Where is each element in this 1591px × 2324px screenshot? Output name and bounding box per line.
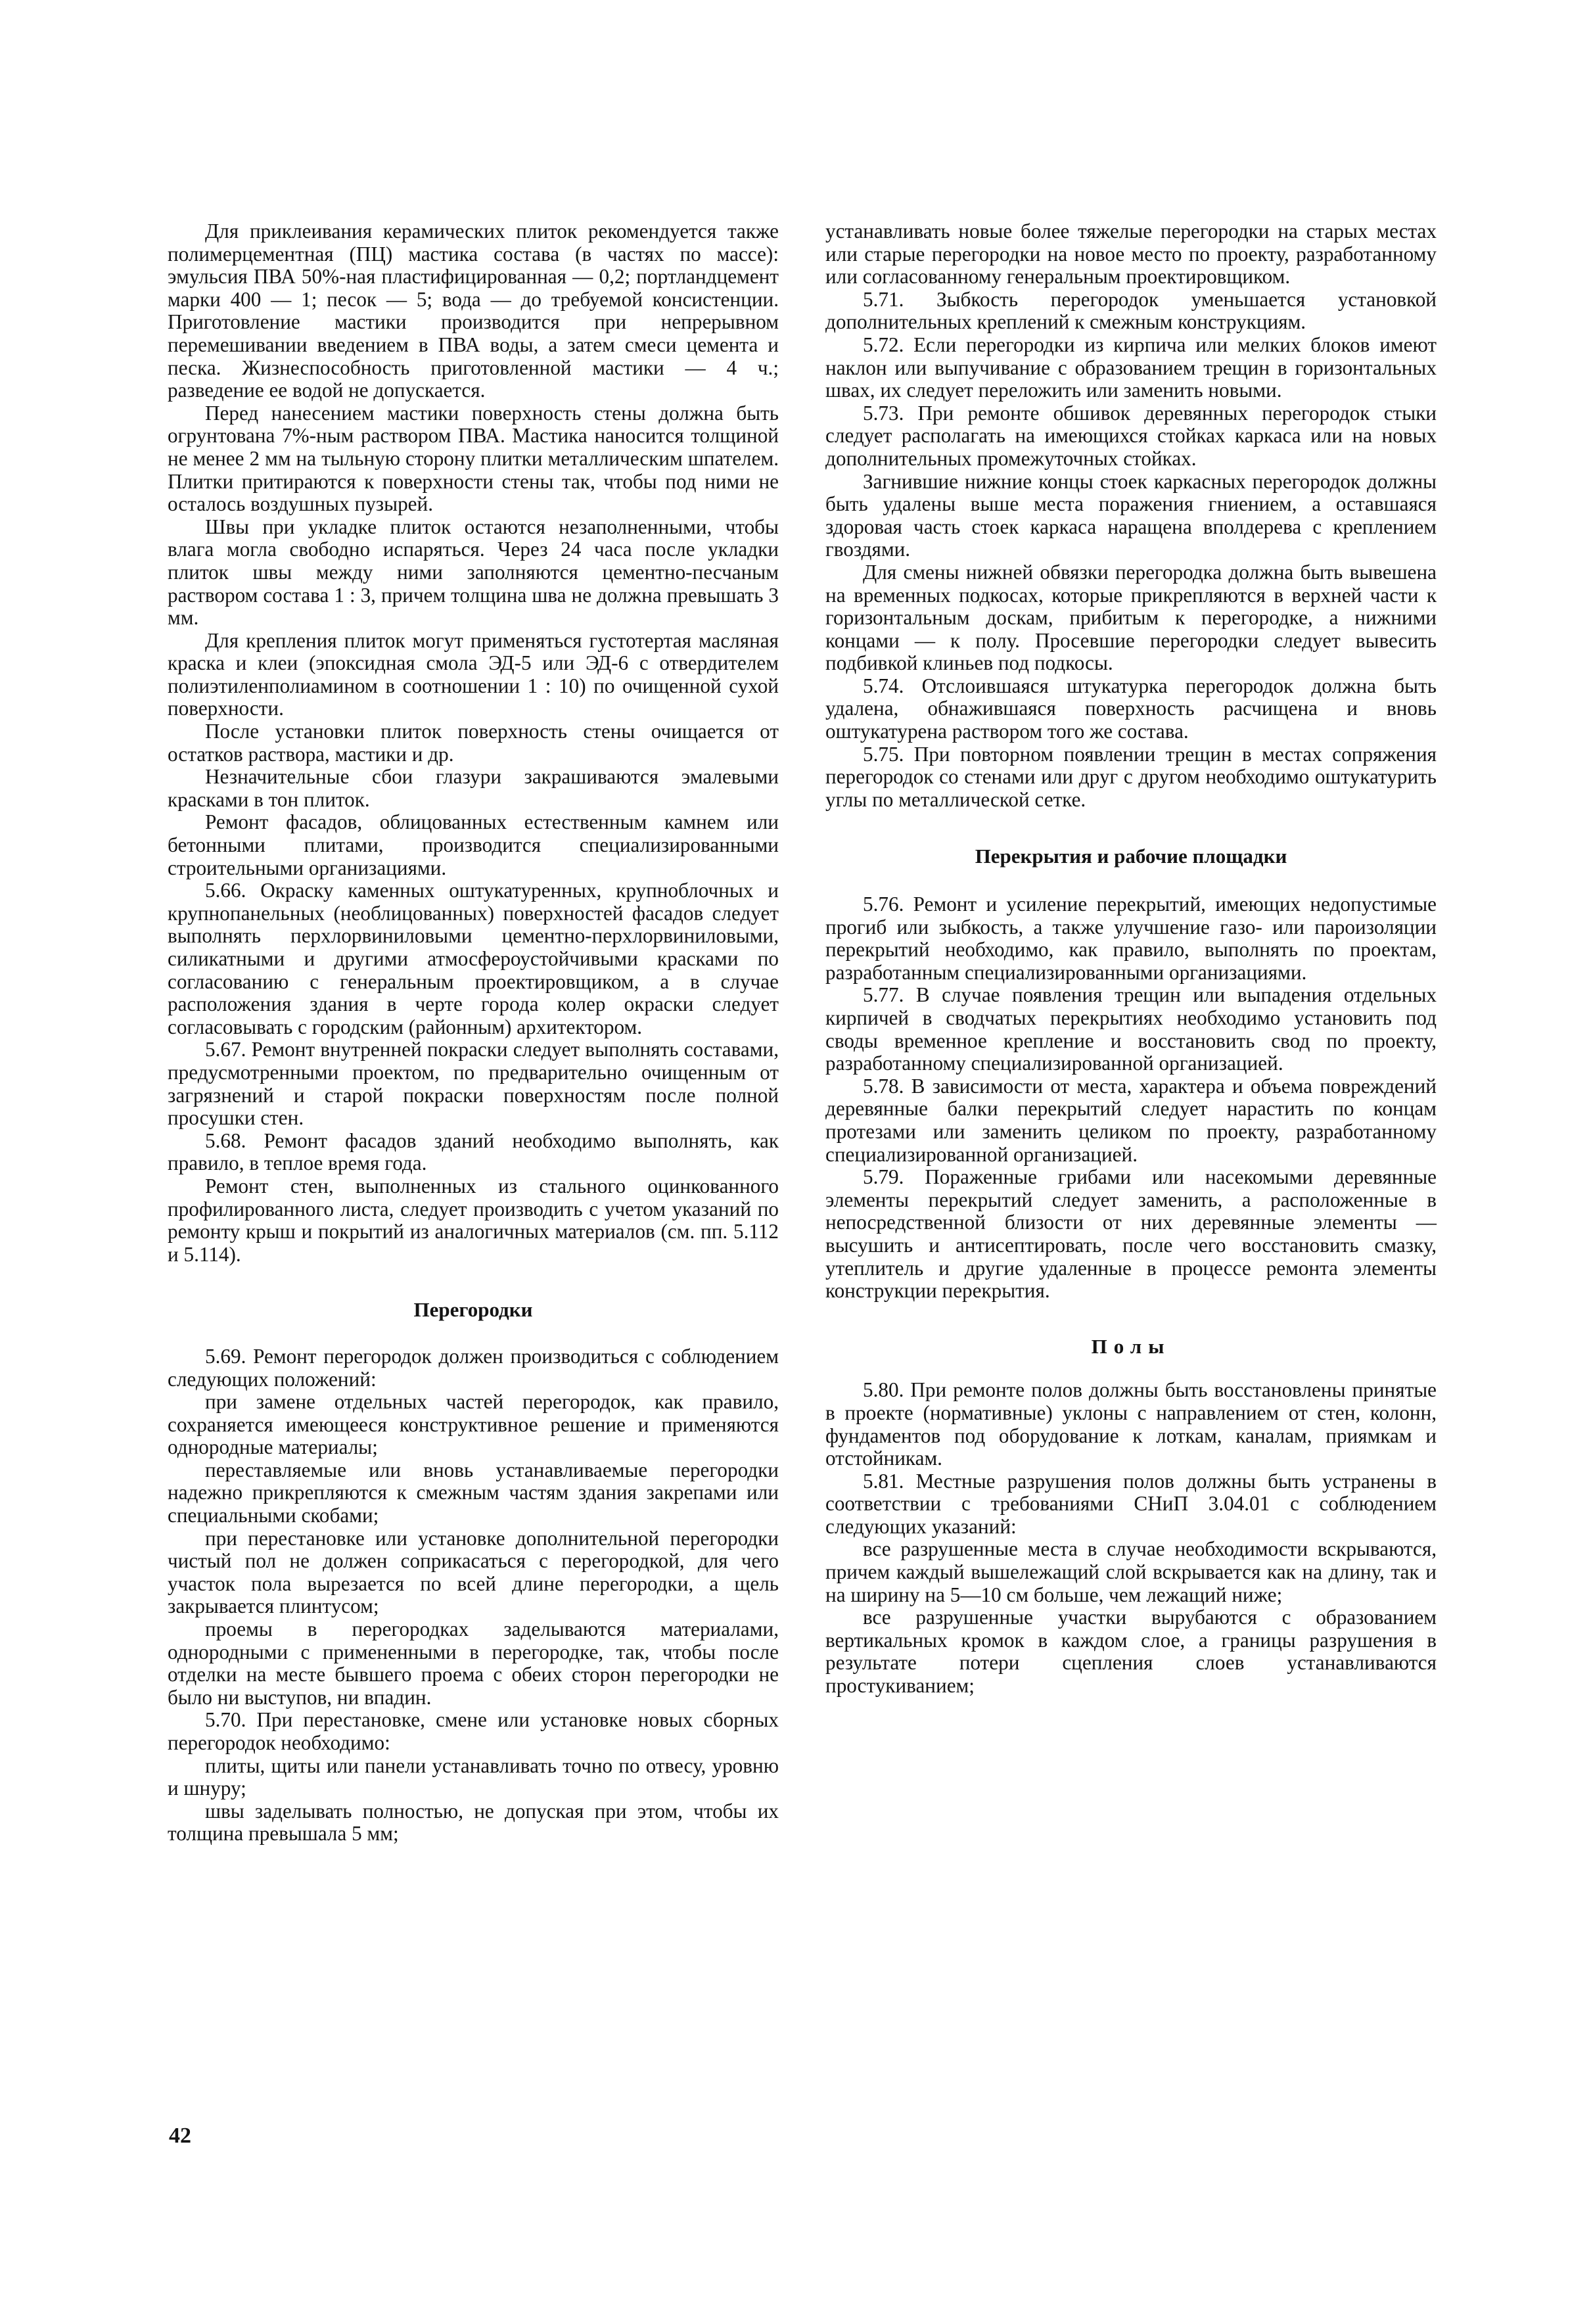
paragraph: все разрушенные участки вырубаются с образованием вертикальных кромок в каждом слое, а границы разрушения в результате потери сцепления слоев устанавливаются простукиванием; xyxy=(825,1606,1437,1698)
paragraph: 5.67. Ремонт внутренней покраски следует выполнять составами, предусмотренными проектом, по предварительно очищенным от загрязнений и старой покраски поверхностям после полной просушки стен. xyxy=(168,1038,779,1130)
section-heading-partitions: Перегородки xyxy=(413,1298,533,1322)
paragraph: 5.66. Окраску каменных оштукатуренных, крупноблочных и крупнопанельных (необлицованных) поверхностей фасадов следует выполнять перхлорвиниловыми цементно-перхлорвиниловыми, силикатными и другими атмосфероустойчивыми красками по согласованию с генеральным проектировщиком, а в случае расположения здания в черте города колер окраски следует согласовывать с городским (районным) архитектором. xyxy=(168,879,779,1038)
paragraph: Ремонт фасадов, облицованных естественным камнем или бетонными плитами, производится специализированными строительными организациями. xyxy=(168,810,779,879)
paragraph: 5.74. Отслоившаяся штукатурка перегородок должна быть удалена, обнажившаяся поверхность расчищена и вновь оштукатурена раствором того же состава. xyxy=(825,674,1437,743)
paragraph: 5.69. Ремонт перегородок должен производиться с соблюдением следующих положений: xyxy=(168,1344,779,1391)
paragraph: 5.79. Пораженные грибами или насекомыми деревянные элементы перекрытий следует заменить, а расположенные в непосредственной близости от них деревянные элементы — высушить и антисептировать, после чего восстановить смазку, утеплитель и другие удаленные в процессе ремонта элементы конструкции перекрытия. xyxy=(825,1165,1437,1303)
paragraph: 5.72. Если перегородки из кирпича или мелких блоков имеют наклон или выпучивание с образованием трещин в горизонтальных швах, их следует переложить или заменить новыми. xyxy=(825,333,1437,402)
paragraph: все разрушенные места в случае необходимости вскрываются, причем каждый вышележащий слой вскрывается как на длину, так и на ширину на 5—10 см больше, чем лежащий ниже; xyxy=(825,1537,1437,1606)
paragraph: устанавливать новые более тяжелые перегородки на старых местах или старые перегородки на новое место по проекту, разработанному или согласованному генеральным проектировщиком. xyxy=(825,220,1437,289)
paragraph: 5.71. Зыбкость перегородок уменьшается установкой дополнительных креплений к смежным конструкциям. xyxy=(825,287,1437,334)
paragraph: 5.68. Ремонт фасадов зданий необходимо выполнять, как правило, в теплое время года. xyxy=(168,1128,779,1175)
paragraph: 5.70. При перестановке, смене или установке новых сборных перегородок необходимо: xyxy=(168,1708,779,1754)
paragraph: Швы при укладке плиток остаются незаполненными, чтобы влага могла свободно испаряться. Через 24 часа после укладки плиток швы между ними заполняются цементно-песчаным раствором состава 1 : 3, причем толщина шва не должна превышать 3 мм. xyxy=(168,515,779,630)
paragraph: швы заделывать полностью, не допуская при этом, чтобы их толщина превышала 5 мм; xyxy=(168,1799,779,1846)
paragraph: 5.80. При ремонте полов должны быть восстановлены принятые в проекте (нормативные) уклоны с направлением от стен, колонн, фундаментов под оборудование к лоткам, каналам, приямкам и отстойникам. xyxy=(825,1378,1437,1470)
paragraph: Ремонт стен, выполненных из стального оцинкованного профилированного листа, следует производить с учетом указаний по ремонту крыш и покрытий из аналогичных материалов (см. пп. 5.112 и 5.114). xyxy=(168,1174,779,1266)
paragraph: 5.76. Ремонт и усиление перекрытий, имеющих недопустимые прогиб или зыбкость, а также улучшение газо- или пароизоляции перекрытий необходимо, как правило, выполнять по проектам, разработанным специализированными организациями. xyxy=(825,893,1437,984)
paragraph: при перестановке или установке дополнительной перегородки чистый пол не должен соприкасаться с перегородкой, для чего участок пола вырезается по всей длине перегородки, а щель закрывается плинтусом; xyxy=(168,1526,779,1618)
section-heading-floors-platforms: Перекрытия и рабочие площадки xyxy=(975,845,1287,868)
paragraph: 5.73. При ремонте обшивок деревянных перегородок стыки следует располагать на имеющихся стойках каркаса или на новых дополнительных промежуточных стойках. xyxy=(825,401,1437,470)
right-column xyxy=(825,220,1437,1698)
paragraph: при замене отдельных частей перегородок, как правило, сохраняется имеющееся конструктивное решение и применяются однородные материалы; xyxy=(168,1390,779,1459)
paragraph: Для крепления плиток могут применяться густотертая масляная краска и клеи (эпоксидная смола ЭД-5 или ЭД-6 с отвердителем полиэтиленполиамином в соотношении 1 : 10) по очищенной сухой поверхности. xyxy=(168,628,779,720)
paragraph: Для приклеивания керамических плиток рекомендуется также полимерцементная (ПЦ) мастика состава (в частях по массе): эмульсия ПВА 50%-ная пластифицированная — 0,2; портландцемент марки 400 — 1; песок — 5; вода — до требуемой консистенции. Приготовление мастики производится при непрерывном перемешивании введением в ПВА воды, а затем смеси цемента и песка. Жизнеспособность приготовленной мастики — 4 ч.; разведение ее водой не допускается. xyxy=(168,220,779,402)
paragraph: плиты, щиты или панели устанавливать точно по отвесу, уровню и шнуру; xyxy=(168,1754,779,1800)
page-number: 42 xyxy=(169,2124,191,2148)
paragraph: проемы в перегородках заделываются материалами, однородными с примененными в перегородке, так, чтобы после отделки на месте бывшего проема с обеих сторон перегородки не было ни выступов, ни впадин. xyxy=(168,1617,779,1709)
paragraph: Для смены нижней обвязки перегородка должна быть вывешена на временных подкосах, которые прикрепляются в верхней части к горизонтальным доскам, прибитым к перегородке, а нижними концами — к полу. Просевшие перегородки следует вывесить подбивкой клиньев под подкосы. xyxy=(825,560,1437,675)
paragraph: 5.81. Местные разрушения полов должны быть устранены в соответствии с требованиями СНиП 3.04.01 с соблюдением следующих указаний: xyxy=(825,1469,1437,1538)
left-column xyxy=(168,220,779,1846)
paragraph: 5.75. При повторном появлении трещин в местах сопряжения перегородок со стенами или друг с другом необходимо оштукатурить углы по металлической сетке. xyxy=(825,742,1437,811)
section-heading-floors: Полы xyxy=(1091,1334,1171,1358)
paragraph: Загнившие нижние концы стоек каркасных перегородок должны быть удалены выше места поражения гниением, а оставшаяся здоровая часть стоек каркаса наращена вполдерева с креплением гвоздями. xyxy=(825,469,1437,561)
paragraph: Незначительные сбои глазури закрашиваются эмалевыми красками в тон плиток. xyxy=(168,765,779,811)
paragraph: Перед нанесением мастики поверхность стены должна быть огрунтована 7%-ным раствором ПВА. Мастика наносится толщиной не менее 2 мм на тыльную сторону плитки металлическим шпателем. Плитки притираются к поверхности стены так, чтобы под ними не осталось воздушных пузырей. xyxy=(168,401,779,516)
paragraph: После установки плиток поверхность стены очищается от остатков раствора, мастики и др. xyxy=(168,720,779,766)
paragraph: переставляемые или вновь устанавливаемые перегородки надежно прикрепляются к смежным частям здания закрепами или специальными скобами; xyxy=(168,1458,779,1527)
paragraph: 5.77. В случае появления трещин или выпадения отдельных кирпичей в сводчатых перекрытиях необходимо установить под своды временное крепление и восстановить свод по проекту, разработанному специализированной организацией. xyxy=(825,983,1437,1075)
paragraph: 5.78. В зависимости от места, характера и объема повреждений деревянные балки перекрытий следует нарастить по концам протезами или заменить целиком по проекту, разработанному специализированной организацией. xyxy=(825,1074,1437,1166)
